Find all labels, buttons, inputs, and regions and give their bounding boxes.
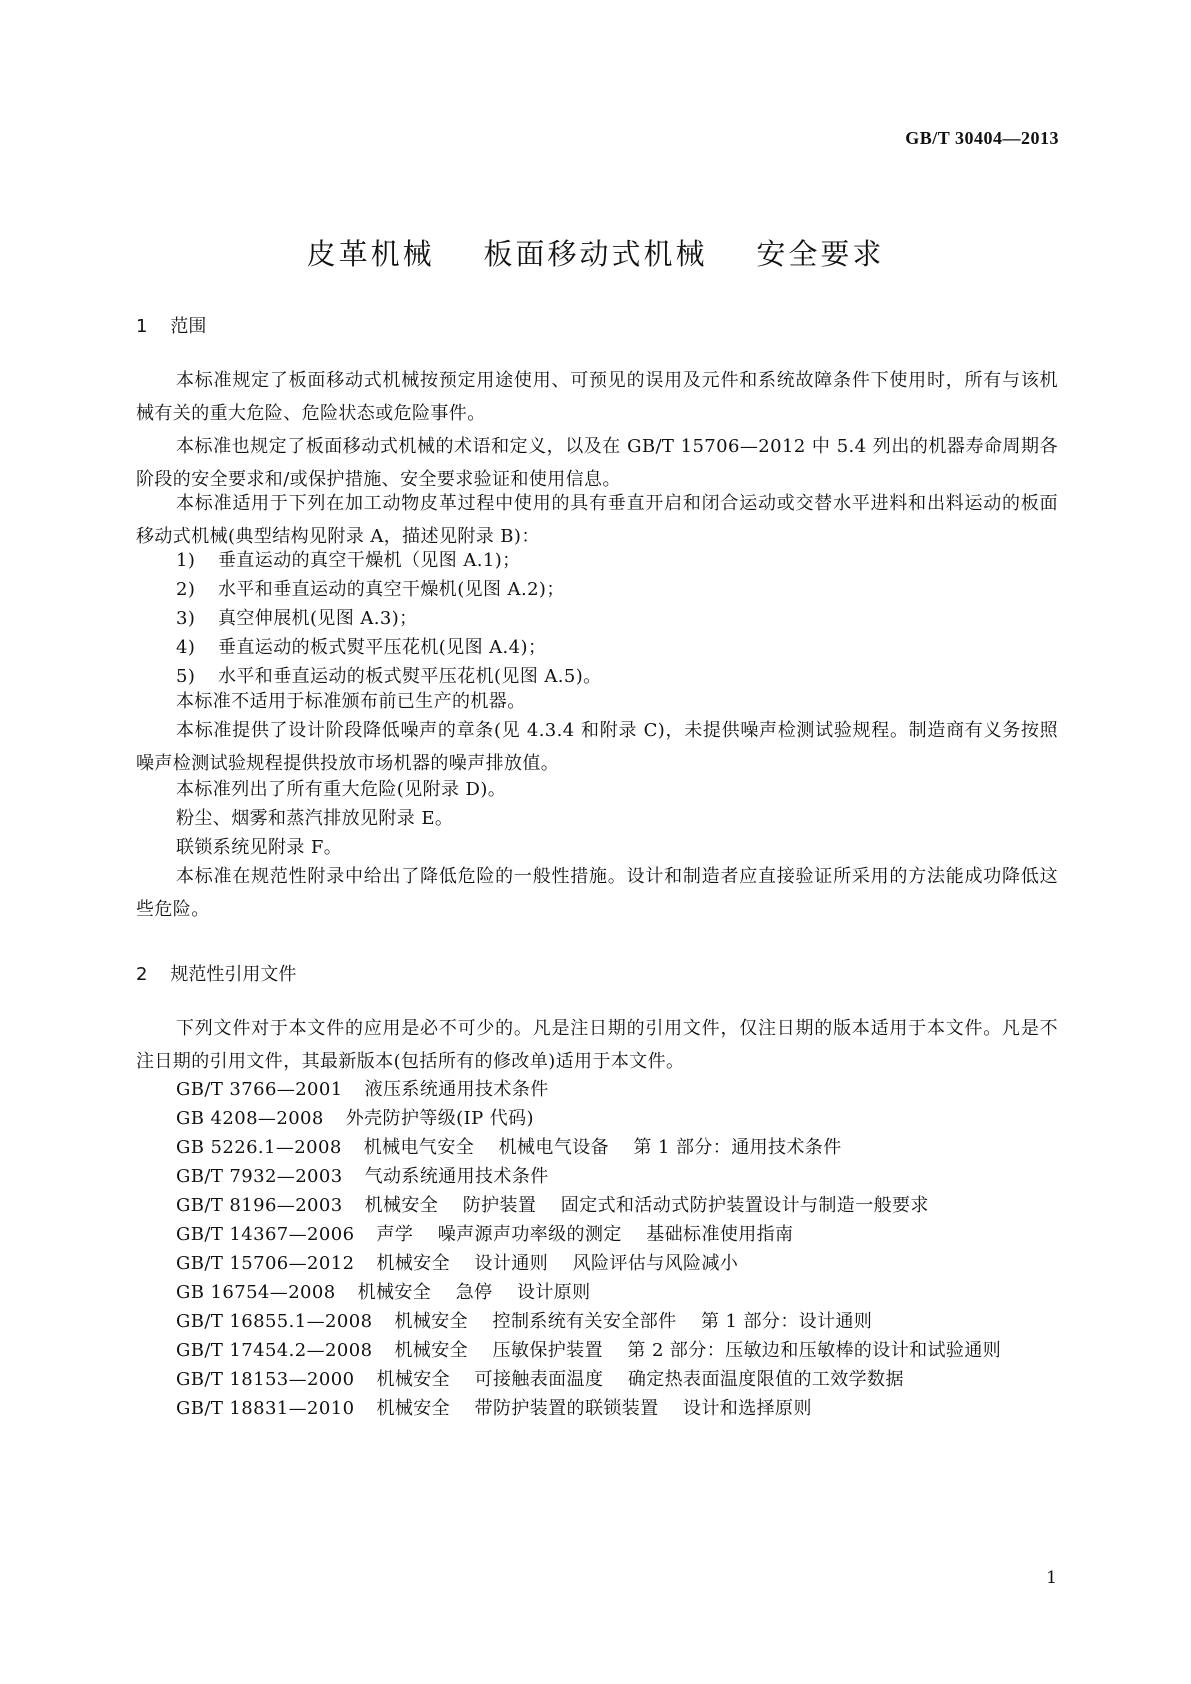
reference-item	[176, 1336, 1001, 1362]
reference-title: 机械安全 防护装置 固定式和活动式防护装置设计与制造一般要求	[364, 1195, 929, 1216]
reference-item	[176, 1307, 872, 1333]
scope-paragraph-8: 联锁系统见附录 F。	[176, 837, 343, 858]
reference-title: 机械安全 设计通则 风险评估与风险减小	[376, 1253, 739, 1274]
list-item	[176, 604, 418, 630]
reference-title: 机械安全 急停 设计原则	[357, 1282, 591, 1303]
reference-item	[176, 1365, 904, 1391]
reference-title: 机械安全 带防护装置的联锁装置 设计和选择原则	[376, 1398, 812, 1419]
standard-code: GB/T 30404—2013	[905, 128, 1059, 148]
reference-code: GB/T 14367—2006	[176, 1224, 355, 1245]
reference-item	[176, 1278, 591, 1304]
list-item	[176, 546, 521, 572]
scope-paragraph-7: 粉尘、烟雾和蒸汽排放见附录 E。	[176, 808, 454, 829]
reference-item	[176, 1162, 549, 1188]
reference-code: GB/T 18153—2000	[176, 1369, 355, 1390]
list-item-text: 垂直运动的板式熨平压花机(见图 A.4)；	[218, 637, 547, 658]
reference-item	[176, 1394, 812, 1420]
list-item-text: 垂直运动的真空干燥机（见图 A.1)；	[218, 550, 521, 571]
reference-code: GB/T 8196—2003	[176, 1195, 343, 1216]
reference-item	[176, 1133, 842, 1159]
reference-title: 机械安全 可接触表面温度 确定热表面温度限值的工效学数据	[376, 1369, 904, 1390]
page-number: 1	[1046, 1568, 1057, 1588]
document-title: 皮革机械 板面移动式机械 安全要求	[306, 237, 885, 271]
scope-paragraph-2: 本标准也规定了板面移动式机械的术语和定义，以及在 GB/T 15706—2012 中 5.4 列出的机器寿命周期各阶段的安全要求和/或保护措施、安全要求验证和使用信息。	[136, 436, 1058, 490]
list-item-text: 真空伸展机(见图 A.3)；	[218, 608, 418, 629]
list-item-number: 1)	[176, 550, 196, 571]
reference-title: 外壳防护等级(IP 代码)	[345, 1108, 534, 1129]
reference-item	[176, 1220, 793, 1246]
scope-paragraph-9: 本标准在规范性附录中给出了降低危险的一般性措施。设计和制造者应直接验证所采用的方法能成功降低这些危险。	[136, 866, 1058, 920]
scope-paragraph-1: 本标准规定了板面移动式机械按预定用途使用、可预见的误用及元件和系统故障条件下使用时，所有与该机械有关的重大危险、危险状态或危险事件。	[136, 370, 1058, 424]
reference-title: 液压系统通用技术条件	[364, 1079, 549, 1100]
list-item-number: 4)	[176, 637, 196, 658]
reference-code: GB 5226.1—2008	[176, 1137, 342, 1158]
reference-title: 声学 噪声源声功率级的测定 基础标准使用指南	[376, 1224, 794, 1245]
reference-code: GB/T 3766—2001	[176, 1079, 343, 1100]
reference-title: 机械电气安全 机械电气设备 第 1 部分：通用技术条件	[363, 1137, 842, 1158]
reference-title: 气动系统通用技术条件	[364, 1166, 549, 1187]
reference-title: 机械安全 控制系统有关安全部件 第 1 部分：设计通则	[394, 1311, 873, 1332]
scope-paragraph-4: 本标准不适用于标准颁布前已生产的机器。	[176, 691, 526, 712]
scope-paragraph-3: 本标准适用于下列在加工动物皮革过程中使用的具有垂直开启和闭合运动或交替水平进料和出料运动的板面移动式机械(典型结构见附录 A，描述见附录 B)：	[136, 493, 1058, 547]
list-item-text: 水平和垂直运动的真空干燥机(见图 A.2)；	[218, 579, 565, 600]
list-item-number: 2)	[176, 579, 196, 600]
reference-item	[176, 1075, 549, 1101]
list-item	[176, 575, 565, 601]
reference-item	[176, 1191, 929, 1217]
reference-title: 机械安全 压敏保护装置 第 2 部分：压敏边和压敏棒的设计和试验通则	[394, 1340, 1002, 1361]
reference-code: GB 16754—2008	[176, 1282, 336, 1303]
list-item-number: 5)	[176, 666, 196, 687]
reference-code: GB 4208—2008	[176, 1108, 324, 1129]
section-2-heading: 2 规范性引用文件	[136, 964, 297, 985]
list-item-number: 3)	[176, 608, 196, 629]
list-item	[176, 633, 546, 659]
scope-paragraph-6: 本标准列出了所有重大危险(见附录 D)。	[176, 779, 507, 800]
reference-code: GB/T 17454.2—2008	[176, 1340, 373, 1361]
references-intro: 下列文件对于本文件的应用是必不可少的。凡是注日期的引用文件，仅注日期的版本适用于本文件。凡是不注日期的引用文件，其最新版本(包括所有的修改单)适用于本文件。	[136, 1018, 1058, 1072]
reference-item	[176, 1104, 534, 1130]
reference-code: GB/T 7932—2003	[176, 1166, 343, 1187]
reference-code: GB/T 15706—2012	[176, 1253, 355, 1274]
reference-code: GB/T 18831—2010	[176, 1398, 355, 1419]
reference-item	[176, 1249, 738, 1275]
list-item-text: 水平和垂直运动的板式熨平压花机(见图 A.5)。	[218, 666, 602, 687]
scope-paragraph-5: 本标准提供了设计阶段降低噪声的章条(见 4.3.4 和附录 C)，未提供噪声检测试验规程。制造商有义务按照噪声检测试验规程提供投放市场机器的噪声排放值。	[136, 720, 1058, 774]
section-1-heading: 1 范围	[136, 316, 207, 337]
reference-code: GB/T 16855.1—2008	[176, 1311, 373, 1332]
